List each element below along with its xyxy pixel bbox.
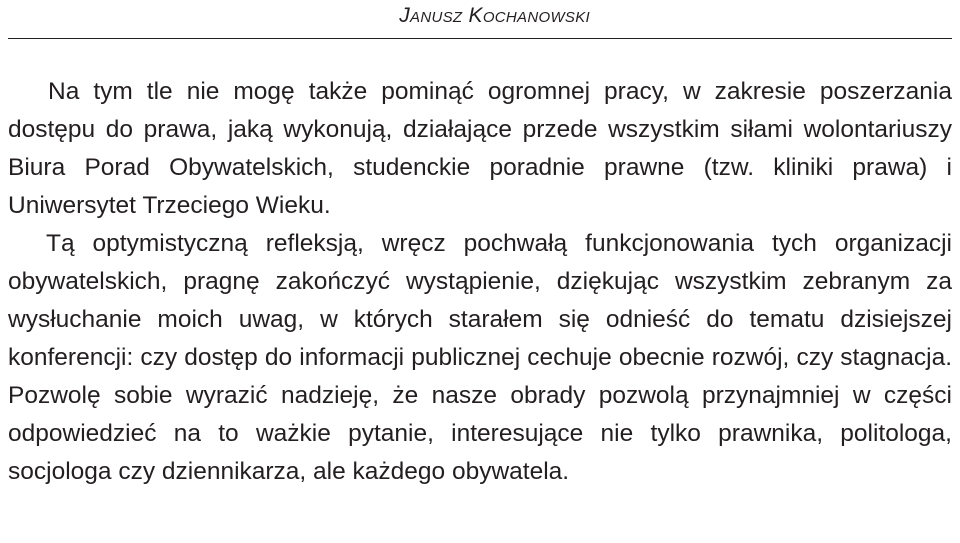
author-name: Janusz Kochanowski: [399, 4, 590, 27]
paragraph-1: Na tym tle nie mogę także pominąć ogromnej pracy, w zakresie poszerzania dostępu do prawa, jaką wykonują, działające przede wszystkim siłami wolontariuszy Biura Porad Obywatelskich, studenckie poradnie prawne (tzw. kliniki prawa) i Uniwersytet Trzeciego Wieku.: [8, 78, 952, 219]
running-header: [0, 0, 960, 40]
body-text: [8, 73, 952, 491]
paragraph-2: Tą optymistyczną refleksją, wręcz pochwałą funkcjonowania tych organizacji obywatelskich, pragnę zakończyć wystąpienie, dziękując wszystkim zebranym za wysłuchanie moich uwag, w których starałem się odnieść do tematu dzisiejszej konferencji: czy dostęp do informacji publicznej cechuje obecnie rozwój, czy stagnacja. Pozwolę sobie wyrazić nadzieję, że nasze obrady pozwolą przynajmniej w części odpowiedzieć na to ważkie pytanie, interesujące nie tylko prawnika, politologa, socjologa czy dziennikarza, ale każdego obywatela.: [8, 230, 952, 485]
header-rule: [8, 38, 952, 39]
